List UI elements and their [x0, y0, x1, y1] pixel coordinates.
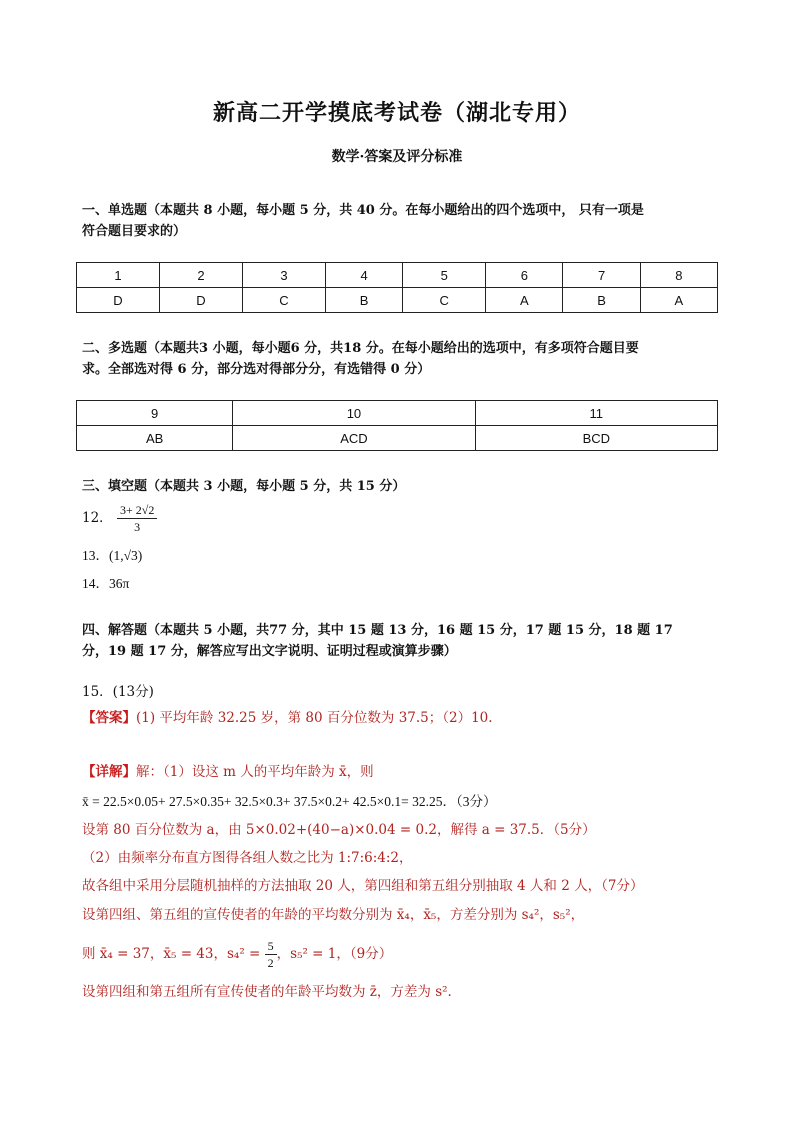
table-cell: 5 [403, 263, 486, 288]
section-3-heading: 三、填空题（本题共 3 小题，每小题 5 分，共 15 分） [82, 479, 406, 494]
line-percentile: 设第 80 百分位数为 a，由 5×0.02+(40−a)×0.04 = 0.2，解得 a = 37.5．（5分） [82, 822, 596, 838]
table-cell: C [242, 288, 325, 313]
table-cell: 11 [475, 401, 717, 426]
question-15-answer [82, 708, 493, 728]
fraction-numerator: 3+ 2√2 [117, 502, 157, 519]
line-means: 设第四组、第五组的宣传使者的年龄的平均数分别为 x̄₄，x̄₅，方差分别为 s₄²，s₅²， [82, 907, 585, 923]
question-15-label: 15．(13分) [82, 684, 154, 700]
multi-choice-answer-table [76, 400, 718, 451]
section-1-heading-line2: 符合题目要求的） [82, 224, 187, 239]
single-choice-answer-table [76, 262, 718, 313]
answer-text: (1) 平均年龄 32.25 岁，第 80 百分位数为 37.5；（2）10. [136, 710, 493, 726]
fraction-numerator: 5 [265, 938, 277, 955]
table-row-answers [77, 288, 718, 313]
table-cell: D [77, 288, 160, 313]
question-14: 14．36π [82, 576, 130, 591]
table-cell: 6 [486, 263, 563, 288]
fraction-denominator: 3 [134, 520, 141, 534]
question-12-fraction [117, 502, 157, 535]
variance-fraction [265, 938, 277, 971]
table-cell: B [563, 288, 640, 313]
question-15-detail-intro [82, 762, 374, 782]
question-12-label: 12． [82, 510, 113, 526]
table-cell: 8 [640, 263, 717, 288]
table-cell: 9 [77, 401, 233, 426]
table-cell: 1 [77, 263, 160, 288]
equation-mean: x̄ = 22.5×0.05+ 27.5×0.35+ 32.5×0.3+ 37.5×0.2+ 42.5×0.1= 32.25．（3分） [82, 794, 497, 809]
table-row-numbers [77, 401, 718, 426]
section-4-heading-line2: 分，19 题 17 分，解答应写出文字说明、证明过程或演算步骤） [82, 644, 457, 659]
question-12 [82, 502, 157, 535]
table-cell: 10 [233, 401, 475, 426]
page-title: 新高二开学摸底考试卷（湖北专用） [212, 100, 581, 126]
table-cell: 2 [159, 263, 242, 288]
question-13: 13．(1,√3) [82, 548, 143, 563]
section-2-heading-line2: 求。全部选对得 6 分，部分选对得部分分，有选错得 0 分） [82, 362, 431, 377]
table-cell: D [159, 288, 242, 313]
table-row-answers [77, 426, 718, 451]
line-ratio: （2）由频率分布直方图得各组人数之比为 1:7:6:4:2， [82, 850, 413, 866]
line-values-suffix: ，s₅² = 1，（9分） [276, 946, 393, 962]
table-cell: C [403, 288, 486, 313]
section-1-heading [82, 200, 722, 242]
line-sample: 故各组中采用分层随机抽样的方法抽取 20 人，第四组和第五组分别抽取 4 人和 2 人，（7分） [82, 878, 644, 894]
table-cell: BCD [475, 426, 717, 451]
answer-tag: 【答案】 [82, 710, 136, 726]
fraction-denominator: 2 [267, 956, 274, 970]
section-2-heading-line1: 二、多选题（本题共3 小题，每小题6 分，共18 分。在每小题给出的选项中，有多项符合题目要 [82, 341, 639, 356]
line-values-prefix: 则 x̄₄ = 37，x̄₅ = 43，s₄² = [82, 946, 261, 962]
table-cell: 7 [563, 263, 640, 288]
section-2-heading [82, 338, 722, 380]
line-last: 设第四组和第五组所有宣传使者的年龄平均数为 z̄，方差为 s². [82, 984, 452, 1000]
page-subtitle: 数学·答案及评分标准 [331, 149, 463, 165]
table-cell: A [640, 288, 717, 313]
section-1-heading-line1: 一、单选题（本题共 8 小题，每小题 5 分，共 40 分。在每小题给出的四个选项中， 只有一项是 [82, 203, 644, 218]
table-cell: 4 [325, 263, 402, 288]
detail-intro-text: 解：（1）设这 m 人的平均年龄为 x̄，则 [136, 764, 374, 780]
line-values [82, 938, 392, 971]
table-cell: ACD [233, 426, 475, 451]
section-4-heading-line1: 四、解答题（本题共 5 小题，共77 分，其中 15 题 13 分，16 题 15 分，17 题 15 分，18 题 17 [82, 623, 673, 638]
detail-tag: 【详解】 [82, 764, 136, 780]
table-cell: AB [77, 426, 233, 451]
table-cell: A [486, 288, 563, 313]
section-4-heading [82, 620, 722, 662]
table-cell: B [325, 288, 402, 313]
table-row-numbers [77, 263, 718, 288]
table-cell: 3 [242, 263, 325, 288]
